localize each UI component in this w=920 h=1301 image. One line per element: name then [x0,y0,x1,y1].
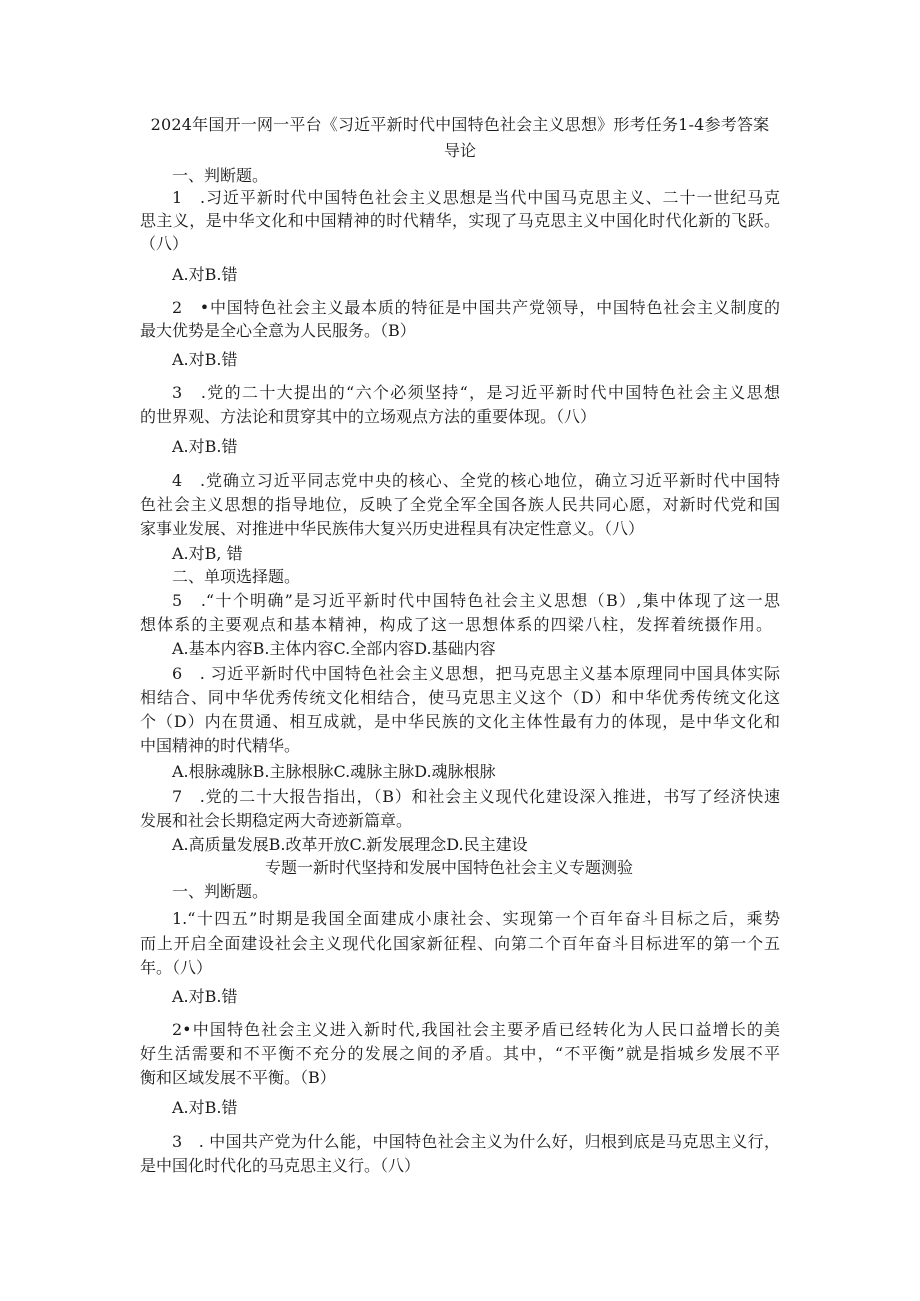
question-7-line-1: 7 .党的二十大报告指出，（B）和社会主义现代化建设深入推进，书写了经济快速 [172,787,780,806]
topic-1-question-2-options: A.对B.错 [172,1098,238,1117]
topic-1-heading: 专题一新时代坚持和发展中国特色社会主义专题测验 [265,858,634,877]
document-title: 2024年国开一网一平台《习近平新时代中国特色社会主义思想》形考任务1-4参考答案 [150,115,770,134]
question-6-line-1: 6 . 习近平新时代中国特色社会主义思想，把马克思主义基本原理同中国具体实际 [172,664,780,683]
question-2-line-1: 2 •中国特色社会主义最本质的特征是中国共产党领导，中国特色社会主义制度的 [172,298,780,317]
topic-1-question-3-line-2: 是中国化时代化的马克思主义行。（八） [140,1156,421,1175]
section-heading-single-choice: 二、单项选择题。 [172,567,301,586]
section-heading-intro: 导论 [443,141,476,160]
question-3-line-2: 的世界观、方法论和贯穿其中的立场观点方法的重要体现。（八） [140,407,597,426]
question-4-line-3: 家事业发展、对推进中华民族伟大复兴历史进程具有决定性意义。（八） [140,519,645,538]
topic-1-question-2-line-3: 衡和区域发展不平衡。（B） [140,1068,336,1087]
topic-1-question-2-line-2: 好生活需要和不平衡不充分的发展之间的矛盾。其中，“不平衡”就是指城乡发展不平 [140,1044,780,1063]
topic-1-question-1-options: A.对B.错 [172,987,238,1006]
question-5-line-1: 5 .“十个明确”是习近平新时代中国特色社会主义思想（B）,集中体现了这一思 [172,591,780,610]
topic-1-question-1-line-2: 而上开启全面建设社会主义现代化国家新征程、向第二个百年奋斗目标进军的第一个五 [140,934,780,953]
question-4-line-2: 色社会主义思想的指导地位，反映了全党全军全国各族人民共同心愿，对新时代党和国 [140,495,780,514]
question-6-line-2: 相结合、同中华优秀传统文化相结合，使马克思主义这个（D）和中华优秀传统文化这 [140,688,780,707]
question-1-line-3: （八） [140,234,189,253]
topic-1-question-1-line-3: 年。（八） [140,958,213,977]
question-3-options: A.对B.错 [172,437,238,456]
question-4-options: A.对B, 错 [172,544,243,563]
question-7-line-2: 发展和社会长期稳定两大奇迹新篇章。 [140,811,413,830]
question-7-options: A.高质量发展B.改革开放C.新发展理念D.民主建设 [172,835,528,854]
question-1-line-1: 1 .习近平新时代中国特色社会主义思想是当代中国马克思主义、二十一世纪马克 [172,188,780,207]
question-3-line-1: 3 .党的二十大提出的“六个必须坚持“，是习近平新时代中国特色社会主义思想 [172,383,780,402]
question-5-line-2: 想体系的主要观点和基本精神，构成了这一思想体系的四梁八柱，发挥着统摄作用。 [140,615,772,634]
topic-1-section-judgment: 一、判断题。 [172,882,269,901]
question-6-options: A.根脉魂脉B.主脉根脉C.魂脉主脉D.魂脉根脉 [172,762,496,781]
question-1-line-2: 思主义，是中华文化和中国精神的时代精华，实现了马克思主义中国化时代化新的飞跃。 [140,211,780,230]
topic-1-question-1-line-1: 1.“十四五”时期是我国全面建成小康社会、实现第一个百年奋斗目标之后，乘势 [172,909,780,928]
question-6-line-4: 中国精神的时代精华。 [140,736,301,755]
topic-1-question-3-line-1: 3 . 中国共产党为什么能，中国特色社会主义为什么好，归根到底是马克思主义行， [172,1132,780,1151]
question-6-line-3: 个（D）内在贯通、相互成就，是中华民族的文化主体性最有力的体现，是中华文化和 [140,712,780,731]
question-1-options: A.对B.错 [172,265,238,284]
section-heading-judgment: 一、判断题。 [172,166,269,185]
question-2-line-2: 最大优势是全心全意为人民服务。（B） [140,321,416,340]
topic-1-question-2-line-1: 2•中国特色社会主义进入新时代,我国社会主要矛盾已经转化为人民口益增长的美 [172,1020,780,1039]
question-4-line-1: 4 .党确立习近平同志党中央的核心、全党的核心地位，确立习近平新时代中国特 [172,471,780,490]
question-2-options: A.对B.错 [172,350,238,369]
question-5-options: A.基本内容B.主体内容C.全部内容D.基础内容 [172,639,496,658]
